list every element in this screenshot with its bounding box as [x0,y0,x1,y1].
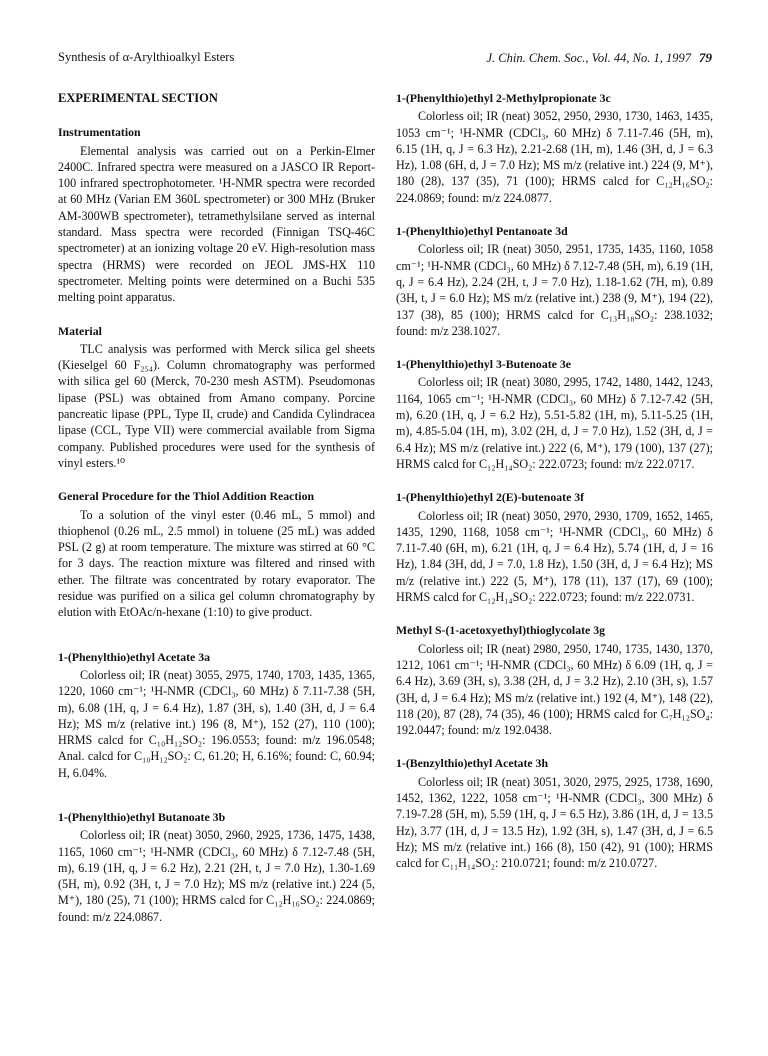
left-column [58,90,375,942]
compound-3g-title: Methyl S-(1-acetoxyethyl)thioglycolate 3g [396,623,606,638]
compound-3b [58,809,375,925]
compound-3b-text: Colorless oil; IR (neat) 3050, 2960, 2925, 1736, 1475, 1438, 1165, 1060 cm⁻¹; ¹H-NMR (CDCl₃, 60 MHz) δ 7.12-7.48 (5H, m), 6.19 (1H, q, J = 6.2 Hz), 2.21 (2H, t, J = 7.0 Hz), 1.30-1.69 (5H, m), 0.92 (3H, t, J = 7.0 Hz); MS m/z (relative int.) 224 (5, M⁺), 180 (25), 71 (100); HRMS calcd for C₁₂H₁₆SO₂: 224.0869; found: m/z 224.0867. [58,828,375,924]
compound-3e-text: Colorless oil; IR (neat) 3080, 2995, 1742, 1480, 1442, 1243, 1164, 1065 cm⁻¹; ¹H-NMR (CDCl₃, 60 MHz) δ 7.12-7.42 (5H, m), 6.20 (1H, q, J = 6.2 Hz), 5.51-5.82 (1H, m), 5.11-5.25 (1H, m), 4.85-5.04 (1H, m), 3.02 (2H, d, J = 7.0 Hz), 1.52 (3H, d, J = 6.4 Hz); MS m/z (relative int.) 222 (6, M⁺), 179 (100), 137 (27); HRMS calcd for C₁₂H₁₄SO₂: 222.0723; found: m/z 222.0717. [396,375,713,471]
compound-3f-text: Colorless oil; IR (neat) 3050, 2970, 2930, 1709, 1652, 1465, 1435, 1290, 1168, 1058 cm⁻¹; ¹H-NMR (CDCl₃, 60 MHz) δ 7.11-7.40 (6H, m), 6.21 (1H, q, J = 6.4 Hz), 5.74 (1H, d, J = 16 Hz), 1.84 (3H, dd, J = 7.0, 1.8 Hz), 1.50 (3H, d, J = 6.4 Hz); MS m/z (relative int.) 222 (5, M⁺), 178 (11), 137 (17), 69 (100); HRMS calcd for C₁₂H₁₄SO₂: 222.0723; found: m/z 222.0731. [396,508,713,605]
compound-3a [58,649,375,781]
compound-3d [396,223,713,339]
instrumentation-heading: Instrumentation [58,125,141,140]
compound-3e [396,356,713,472]
journal-name: J. Chin. Chem. Soc., Vol. 44, No. 1, 1997 [486,51,691,65]
right-column [396,90,713,888]
compound-3e-title: 1-(Phenylthio)ethyl 3-Butenoate 3e [396,357,571,372]
compound-3g-text: Colorless oil; IR (neat) 2980, 2950, 1740, 1735, 1430, 1370, 1212, 1061 cm⁻¹; ¹H-NMR (CDCl₃, 60 MHz) δ 6.09 (1H, q, J = 6.4 Hz), 3.69 (3H, s), 3.38 (2H, d, J = 3.2 Hz), 2.10 (3H, s), 1.57 (3H, d, J = 6.4 Hz); MS m/z (relative int.) 192 (4, M⁺), 148 (22), 118 (20), 87 (28), 74 (35), 46 (100); HRMS calcd for C₇H₁₂SO₄: 192.0447; found: m/z 192.0438. [396,641,713,738]
instrumentation-text: Elemental analysis was carried out on a Perkin-Elmer 2400C. Infrared spectra were measured on a JASCO IR Report-100 infrared spectrophotometer. ¹H-NMR spectra were recorded at 60 MHz (Varian EM 360L spectrometer) or 300 MHz (Bruker AM-300WB spectrometer), tetramethylsilane served as internal standard. Mass spectra were recorded (Finnigan TSQ-46C spectrometer) at an ionizing voltage 20 eV. High-resolution mass spectra (HRMS) were recorded on JEOL JMS-HX 110 spectrometer. Melting points were determined on a Buchi 535 melting point apparatus. [58,143,375,305]
section-title: EXPERIMENTAL SECTION [58,91,218,105]
general-procedure-section [58,488,375,620]
compound-3a-text: Colorless oil; IR (neat) 3055, 2975, 1740, 1703, 1435, 1365, 1220, 1060 cm⁻¹; ¹H-NMR (CDCl₃, 60 MHz) δ 7.11-7.38 (5H, m), 6.08 (1H, q, J = 6.4 Hz), 1.87 (3H, s), 1.40 (3H, d, J = 6.4 Hz); MS m/z (relative int.) 196 (8, M⁺), 152 (27), 110 (100); HRMS calcd for C₁₀H₁₂SO₂: 196.0553; found: m/z 196.0548; Anal. calcd for C₁₀H₁₂SO₂: C, 61.20; H, 6.16%; found: C, 60.94; H, 6.04%. [58,667,375,780]
compound-3a-title: 1-(Phenylthio)ethyl Acetate 3a [58,649,211,664]
compound-3b-title: 1-(Phenylthio)ethyl Butanoate 3b [58,809,226,824]
compound-3h [396,755,713,871]
compound-3c-text: Colorless oil; IR (neat) 3052, 2950, 2930, 1730, 1463, 1435, 1053 cm⁻¹; ¹H-NMR (CDCl₃, 60 MHz) δ 7.11-7.46 (5H, m), 6.15 (1H, q, J = 6.3 Hz), 2.21-2.68 (1H, m), 1.46 (3H, d, J = 6.3 Hz), 1.08 (6H, d, J = 7.0 Hz); MS m/z (relative int.) 224 (9, M⁺), 180 (28), 137 (35), 71 (100); HRMS calcd for C₁₂H₁₆SO₂: 224.0869; found: m/z 224.0877. [396,109,713,205]
running-title: Synthesis of α-Arylthioalkyl Esters [58,50,235,64]
general-procedure-heading: General Procedure for the Thiol Addition Reaction [58,489,315,504]
material-heading: Material [58,323,102,338]
compound-3g [396,622,713,738]
general-procedure-text: To a solution of the vinyl ester (0.46 mL, 5 mmol) and thiophenol (0.26 mL, 2.5 mmol) in toluene (25 mL) was added PSL (2 g) at room temperature. The mixture was stirred at 60 °C for 3 days. The reaction mixture was filtered and rinsed with ether. The filtrate was concentrated by rotary evaporator. The residue was purified on a silica gel column chromatography by elution with EtOAc/n-hexane (1:10) to give product. [58,507,375,620]
compound-3c [396,90,713,206]
material-text: TLC analysis was performed with Merck silica gel sheets (Kieselgel 60 F₂₅₄). Column chromatography was performed with silica gel 60 (Merck, 70-230 mesh ASTM). Pseudomonas lipase (PSL) was obtained from Amano company. Porcine pancreatic lipase (PPL, Type II, crude) and Candida Cylindracea lipase (CCL, Type VII) were commercial available from Sigma company. Published procedures were used for the synthesis of vinyl esters.¹⁰ [58,341,375,470]
running-head [58,50,712,68]
compound-3d-title: 1-(Phenylthio)ethyl Pentanoate 3d [396,224,568,239]
material-section [58,323,375,472]
compound-3f-title: 1-(Phenylthio)ethyl 2(E)-butenoate 3f [396,490,585,505]
page-number: 79 [699,50,712,65]
compound-3h-text: Colorless oil; IR (neat) 3051, 3020, 2975, 2925, 1738, 1690, 1452, 1362, 1222, 1058 cm⁻¹; ¹H-NMR (CDCl₃, 300 MHz) δ 7.19-7.28 (5H, m), 5.59 (1H, q, J = 6.5 Hz), 3.86 (1H, d, J = 13.5 Hz), 3.77 (1H, d, J = 13.5 Hz), 1.92 (3H, s), 1.47 (3H, d, J = 6.5 Hz); MS m/z (relative int.) 166 (8), 150 (42), 91 (100); HRMS calcd for C₁₁H₁₄SO₂: 210.0721; found: m/z 210.0727. [396,774,713,871]
compound-3c-title: 1-(Phenylthio)ethyl 2-Methylpropionate 3c [396,91,611,105]
compound-3f [396,489,713,605]
compound-3h-title: 1-(Benzylthio)ethyl Acetate 3h [396,756,549,771]
journal-citation [486,50,712,66]
compound-3d-text: Colorless oil; IR (neat) 3050, 2951, 1735, 1435, 1160, 1058 cm⁻¹; ¹H-NMR (CDCl₃, 60 MHz) δ 7.12-7.48 (5H, m), 6.19 (1H, q, J = 6.4 Hz), 2.24 (2H, t, J = 7.0 Hz), 1.18-1.62 (7H, m), 0.89 (3H, t, J = 6.0 Hz); MS m/z (relative int.) 238 (9, M⁺), 194 (22), 137 (38), 85 (100); HRMS calcd for C₁₃H₁₈SO₂: 238.1032; found: m/z 238.1027. [396,242,713,338]
instrumentation-section [58,124,375,305]
